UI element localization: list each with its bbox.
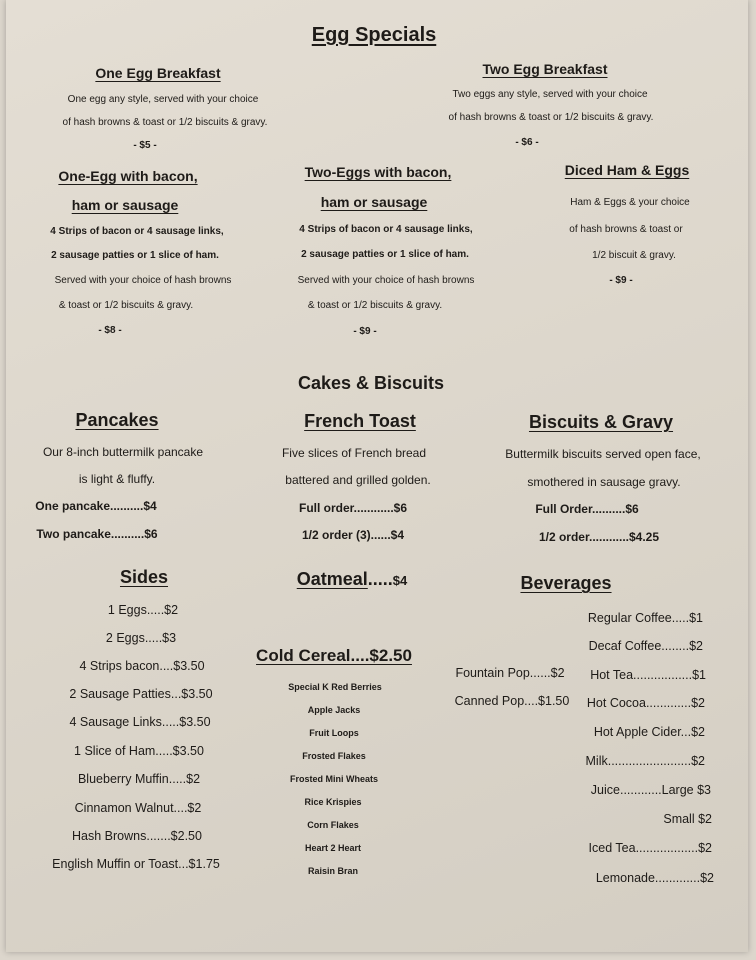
- cereal-item: Corn Flakes: [307, 820, 359, 830]
- side-item: 1 Eggs.....$2: [107, 603, 179, 617]
- side-item: Hash Browns.......$2.50: [72, 829, 202, 843]
- diced-ham-price: - $9 -: [609, 275, 633, 286]
- fountain-pop-item: Fountain Pop......$2: [455, 666, 565, 680]
- side-item: 2 Eggs.....$3: [105, 631, 177, 645]
- cereal-item: Heart 2 Heart: [304, 843, 362, 853]
- beverage-item: Milk........................$2: [585, 754, 705, 768]
- pancakes-description-line: Our 8-inch buttermilk pancake: [42, 445, 204, 459]
- cakes-biscuits-heading: Cakes & Biscuits: [297, 373, 445, 393]
- oatmeal-item: [297, 570, 408, 588]
- cereal-item: Apple Jacks: [307, 705, 361, 715]
- french-toast-description-line: Five slices of French bread: [281, 446, 427, 460]
- cold-cereal-heading: [256, 647, 412, 664]
- pancakes-description-line: is light & fluffy.: [78, 472, 156, 486]
- biscuits-description-line: smothered in sausage gravy.: [527, 475, 681, 489]
- cereal-item: Rice Krispies: [304, 797, 362, 807]
- beverage-item: Hot Apple Cider...$2: [593, 725, 705, 739]
- diced-ham-line: of hash browns & toast or: [569, 224, 683, 235]
- beverage-item: Small $2: [663, 812, 712, 826]
- side-item: 4 Sausage Links.....$3.50: [69, 715, 211, 729]
- two-eggs-bacon-line: 4 Strips of bacon or 4 sausage links,: [299, 224, 473, 235]
- diced-ham-line: 1/2 biscuit & gravy.: [592, 250, 676, 261]
- side-item: 4 Strips bacon....$3.50: [79, 659, 205, 673]
- beverage-item: Lemonade.............$2: [595, 871, 714, 885]
- cereal-item: Fruit Loops: [309, 728, 359, 738]
- pancake-price-item: One pancake..........$4: [35, 499, 157, 513]
- french-toast-title: French Toast: [304, 411, 416, 431]
- two-eggs-bacon-title: Two-Eggs with bacon,: [304, 164, 452, 180]
- one-egg-bacon-line: 2 sausage patties or 1 slice of ham.: [51, 250, 219, 261]
- biscuits-description-line: Buttermilk biscuits served open face,: [505, 447, 701, 461]
- beverage-item: Regular Coffee.....$1: [587, 611, 703, 625]
- diced-ham-line: Ham & Eggs & your choice: [570, 197, 690, 208]
- beverage-item: Hot Tea.................$1: [590, 668, 706, 682]
- beverage-item: Iced Tea..................$2: [588, 841, 712, 855]
- cereal-item: Frosted Flakes: [302, 751, 366, 761]
- cold-cereal-title: Cold Cereal....$2.50: [256, 646, 412, 665]
- one-egg-price: - $5 -: [133, 140, 157, 151]
- pancakes-title: Pancakes: [75, 410, 159, 430]
- two-egg-breakfast-title: Two Egg Breakfast: [482, 61, 608, 77]
- oatmeal-leader-dots: .....: [367, 569, 393, 589]
- two-eggs-bacon-line: 2 sausage patties or 1 slice of ham.: [301, 249, 469, 260]
- egg-specials-heading: Egg Specials: [311, 24, 437, 46]
- cereal-item: Special K Red Berries: [288, 682, 382, 692]
- diced-ham-title: Diced Ham & Eggs: [564, 162, 690, 178]
- sides-title: Sides: [119, 567, 169, 587]
- beverages-title: Beverages: [520, 573, 612, 593]
- side-item: Blueberry Muffin.....$2: [77, 772, 201, 786]
- one-egg-bacon-line: & toast or 1/2 biscuits & gravy.: [58, 300, 194, 311]
- side-item: English Muffin or Toast...$1.75: [52, 857, 220, 871]
- french-toast-price-item: Full order............$6: [298, 501, 408, 515]
- two-eggs-bacon-line: & toast or 1/2 biscuits & gravy.: [307, 300, 443, 311]
- beverage-item: Juice............Large $3: [590, 783, 711, 797]
- pancake-price-item: Two pancake..........$6: [36, 527, 158, 541]
- french-toast-description-line: battered and grilled golden.: [285, 473, 431, 487]
- one-egg-description-line: One egg any style, served with your choice: [67, 94, 259, 105]
- cereal-item: Frosted Mini Wheats: [289, 774, 379, 784]
- side-item: Cinnamon Walnut....$2: [74, 801, 202, 815]
- two-egg-price: - $6 -: [515, 137, 539, 148]
- canned-pop-item: Canned Pop....$1.50: [454, 694, 570, 708]
- two-eggs-bacon-title: ham or sausage: [320, 194, 428, 210]
- french-toast-price-item: 1/2 order (3)......$4: [301, 528, 405, 542]
- two-eggs-bacon-price: - $9 -: [353, 326, 377, 337]
- one-egg-bacon-line: 4 Strips of bacon or 4 sausage links,: [50, 226, 224, 237]
- one-egg-bacon-line: Served with your choice of hash browns: [54, 275, 232, 286]
- beverage-item: Hot Cocoa.............$2: [586, 696, 705, 710]
- cereal-item: Raisin Bran: [307, 866, 359, 876]
- two-egg-description-line: of hash browns & toast or 1/2 biscuits & gravy.: [448, 112, 654, 123]
- side-item: 1 Slice of Ham.....$3.50: [74, 744, 204, 758]
- oatmeal-price: $4: [392, 573, 408, 588]
- two-egg-description-line: Two eggs any style, served with your choice: [452, 89, 648, 100]
- one-egg-bacon-title: One-Egg with bacon,: [58, 168, 198, 184]
- biscuits-price-item: 1/2 order............$4.25: [538, 530, 660, 544]
- biscuits-gravy-title: Biscuits & Gravy: [528, 412, 674, 432]
- one-egg-bacon-title: ham or sausage: [71, 197, 179, 213]
- one-egg-breakfast-title: One Egg Breakfast: [95, 65, 221, 81]
- two-eggs-bacon-line: Served with your choice of hash browns: [297, 275, 475, 286]
- beverage-item: Decaf Coffee........$2: [588, 639, 703, 653]
- oatmeal-name: Oatmeal: [296, 569, 368, 589]
- biscuits-price-item: Full Order..........$6: [535, 502, 639, 516]
- one-egg-description-line: of hash browns & toast or 1/2 biscuits & gravy.: [62, 117, 268, 128]
- side-item: 2 Sausage Patties...$3.50: [69, 687, 213, 701]
- one-egg-bacon-price: - $8 -: [98, 325, 122, 336]
